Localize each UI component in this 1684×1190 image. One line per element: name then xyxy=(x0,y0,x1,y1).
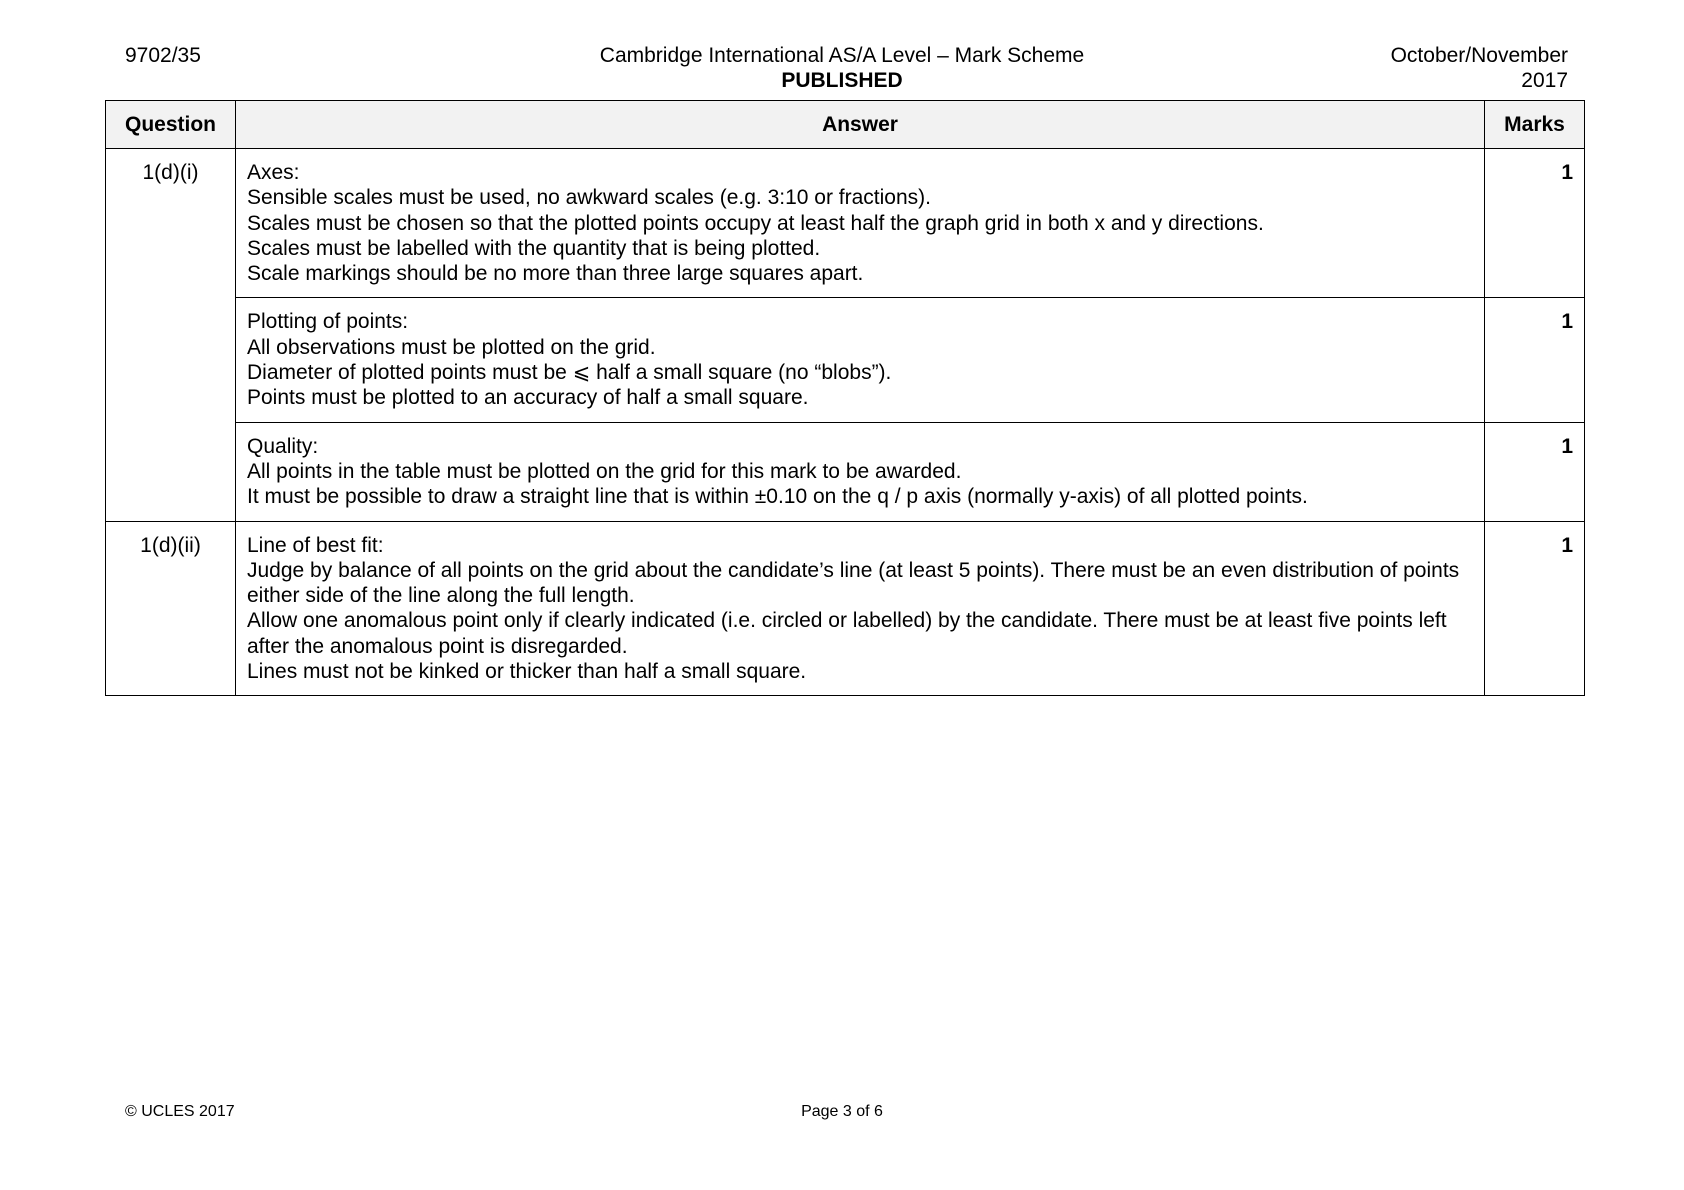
published-label: PUBLISHED xyxy=(781,69,903,92)
marks-value: 1 xyxy=(1485,298,1585,422)
answer-line: It must be possible to draw a straight line that is within ±0.10 on the q / p axis (normally y-axis) of all plotted points. xyxy=(247,485,1308,509)
marks-value: 1 xyxy=(1485,422,1585,521)
answer-cell xyxy=(236,521,1485,696)
marks-column-header: Marks xyxy=(1485,101,1585,149)
question-column-header: Question xyxy=(106,101,236,149)
paper-code: 9702/35 xyxy=(125,44,201,67)
copyright-notice: © UCLES 2017 xyxy=(125,1103,235,1120)
answer-cell xyxy=(236,149,1485,298)
answer-heading: Axes: xyxy=(247,161,300,184)
table-row xyxy=(106,422,1585,521)
answer-line: All points in the table must be plotted on the grid for this mark to be awarded. xyxy=(247,459,962,483)
answer-line: Scale markings should be no more than three large squares apart. xyxy=(247,262,864,286)
session-year: 2017 xyxy=(1521,69,1568,92)
answer-line: Scales must be chosen so that the plotted points occupy at least half the graph grid in both x and y directions. xyxy=(247,211,1264,235)
question-number: 1(d)(ii) xyxy=(106,521,236,696)
answer-column-header: Answer xyxy=(236,101,1485,149)
table-row xyxy=(106,149,1585,298)
marks-value: 1 xyxy=(1485,149,1585,298)
answer-heading: Plotting of points: xyxy=(247,310,409,334)
table-row xyxy=(106,298,1585,422)
answer-heading: Line of best fit: xyxy=(247,533,384,557)
exam-session xyxy=(1391,43,1568,93)
table-header-row xyxy=(106,101,1585,149)
answer-line: Allow one anomalous point only if clearly indicated (i.e. circled or labelled) by the candidate. There must be at least five points left after the anomalous point is disregarded. xyxy=(247,609,1447,658)
page-number: Page 3 of 6 xyxy=(801,1103,883,1120)
answer-line: Judge by balance of all points on the grid about the candidate’s line (at least 5 points). There must be an even distribution of points either side of the line along the full length. xyxy=(247,558,1460,608)
answer-line: Diameter of plotted points must be ⩽ half a small square (no “blobs”). xyxy=(247,361,892,385)
marks-value: 1 xyxy=(1485,521,1585,696)
answer-line: All observations must be plotted on the grid. xyxy=(247,335,656,359)
answer-cell xyxy=(236,298,1485,422)
title-text: Cambridge International AS/A Level – Mark Scheme xyxy=(599,44,1085,67)
question-number: 1(d)(i) xyxy=(106,149,236,522)
mark-scheme-table xyxy=(105,100,1585,696)
answer-line: Scales must be labelled with the quantity that is being plotted. xyxy=(247,236,821,260)
session-month: October/November xyxy=(1390,44,1568,67)
answer-heading: Quality: xyxy=(247,434,319,458)
answer-line: Sensible scales must be used, no awkward scales (e.g. 3:10 or fractions). xyxy=(247,186,931,210)
answer-line: Lines must not be kinked or thicker than half a small square. xyxy=(247,660,807,684)
table-row xyxy=(106,521,1585,696)
answer-cell xyxy=(236,422,1485,521)
answer-line: Points must be plotted to an accuracy of half a small square. xyxy=(247,386,809,410)
